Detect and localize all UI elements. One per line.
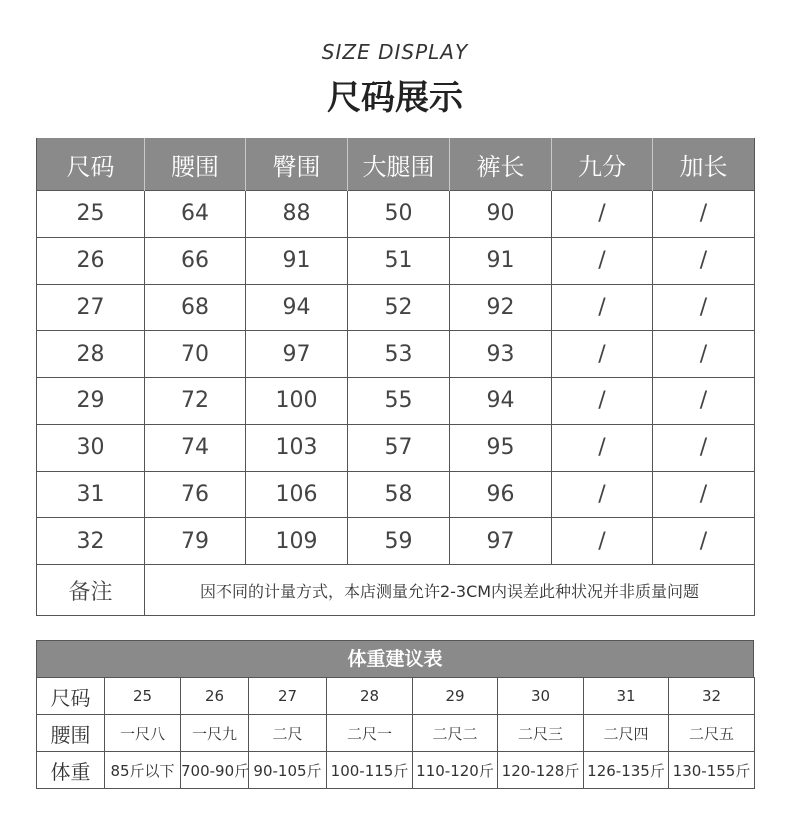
table-cell: / — [552, 237, 653, 284]
note-text: 因不同的计量方式，本店测量允许2-3CM内误差此种状况并非质量问题 — [145, 565, 755, 616]
table-cell: / — [653, 284, 755, 331]
table-cell: / — [653, 237, 755, 284]
table-row — [37, 284, 755, 331]
weight-table-title: 体重建议表 — [36, 640, 754, 677]
table-row — [37, 518, 755, 565]
table-cell: 92 — [450, 284, 552, 331]
weight-cell: 100-115斤 — [327, 752, 413, 789]
table-cell: 31 — [37, 471, 145, 518]
table-cell: 53 — [348, 331, 450, 378]
table-cell: 57 — [348, 424, 450, 471]
note-row — [37, 565, 755, 616]
table-cell: / — [552, 424, 653, 471]
weight-cell: 二尺三 — [498, 715, 584, 752]
table-cell: / — [653, 471, 755, 518]
table-cell: / — [653, 191, 755, 238]
table-cell: 68 — [145, 284, 246, 331]
table-cell: 66 — [145, 237, 246, 284]
weight-cell: 二尺四 — [584, 715, 669, 752]
size-table-body — [37, 191, 755, 565]
weight-table — [36, 677, 755, 789]
size-table-header — [37, 138, 755, 191]
weight-cell: 85斤以下 — [105, 752, 181, 789]
table-cell: 70 — [145, 331, 246, 378]
table-cell: 72 — [145, 378, 246, 425]
weight-cell: 二尺 — [249, 715, 327, 752]
weight-cell: 二尺五 — [669, 715, 755, 752]
table-cell: / — [552, 284, 653, 331]
weight-cell: 26 — [181, 678, 249, 715]
header-cell: 尺码 — [37, 138, 145, 191]
table-cell: / — [653, 331, 755, 378]
table-cell: 91 — [450, 237, 552, 284]
weight-row — [37, 678, 755, 715]
weight-cell: 28 — [327, 678, 413, 715]
table-cell: 94 — [246, 284, 348, 331]
table-cell: 95 — [450, 424, 552, 471]
weight-cell: 110-120斤 — [413, 752, 498, 789]
header-cell: 腰围 — [145, 138, 246, 191]
table-cell: 97 — [450, 518, 552, 565]
table-cell: 30 — [37, 424, 145, 471]
table-cell: 52 — [348, 284, 450, 331]
table-cell: 97 — [246, 331, 348, 378]
table-row — [37, 471, 755, 518]
table-cell: 91 — [246, 237, 348, 284]
table-cell: 100 — [246, 378, 348, 425]
weight-row-label: 体重 — [37, 752, 105, 789]
weight-cell: 90-105斤 — [249, 752, 327, 789]
title-cn: 尺码展示 — [327, 78, 463, 118]
table-row — [37, 331, 755, 378]
table-cell: / — [552, 191, 653, 238]
weight-cell: 120-128斤 — [498, 752, 584, 789]
table-cell: / — [552, 518, 653, 565]
table-row — [37, 378, 755, 425]
weight-cell: 29 — [413, 678, 498, 715]
weight-row-label: 腰围 — [37, 715, 105, 752]
table-cell: 74 — [145, 424, 246, 471]
table-cell: 51 — [348, 237, 450, 284]
weight-cell: 27 — [249, 678, 327, 715]
table-cell: 79 — [145, 518, 246, 565]
header-cell: 加长 — [653, 138, 755, 191]
weight-cell: 130-155斤 — [669, 752, 755, 789]
table-row — [37, 424, 755, 471]
weight-cell: 一尺八 — [105, 715, 181, 752]
size-table — [36, 138, 755, 616]
weight-cell: 25 — [105, 678, 181, 715]
table-cell: 96 — [450, 471, 552, 518]
table-cell: / — [552, 331, 653, 378]
table-row — [37, 237, 755, 284]
table-cell: / — [552, 471, 653, 518]
table-cell: 103 — [246, 424, 348, 471]
table-cell: 27 — [37, 284, 145, 331]
table-cell: 32 — [37, 518, 145, 565]
header-cell: 臀围 — [246, 138, 348, 191]
table-cell: / — [552, 378, 653, 425]
weight-cell: 30 — [498, 678, 584, 715]
header-cell: 九分 — [552, 138, 653, 191]
table-cell: 28 — [37, 331, 145, 378]
weight-cell: 700-90斤 — [181, 752, 249, 789]
header-cell: 裤长 — [450, 138, 552, 191]
table-cell: 106 — [246, 471, 348, 518]
note-label: 备注 — [37, 565, 145, 616]
weight-table-body — [37, 678, 755, 789]
table-cell: 58 — [348, 471, 450, 518]
weight-row — [37, 715, 755, 752]
table-cell: 26 — [37, 237, 145, 284]
table-cell: 29 — [37, 378, 145, 425]
weight-cell: 32 — [669, 678, 755, 715]
table-cell: / — [653, 424, 755, 471]
weight-table-section — [36, 640, 754, 789]
table-cell: 88 — [246, 191, 348, 238]
weight-row — [37, 752, 755, 789]
table-cell: 93 — [450, 331, 552, 378]
weight-row-label: 尺码 — [37, 678, 105, 715]
table-cell: / — [653, 518, 755, 565]
weight-cell: 126-135斤 — [584, 752, 669, 789]
weight-cell: 二尺一 — [327, 715, 413, 752]
table-cell: 55 — [348, 378, 450, 425]
table-cell: 50 — [348, 191, 450, 238]
table-cell: 76 — [145, 471, 246, 518]
table-cell: 25 — [37, 191, 145, 238]
weight-cell: 一尺九 — [181, 715, 249, 752]
table-cell: 109 — [246, 518, 348, 565]
table-cell: 94 — [450, 378, 552, 425]
weight-cell: 二尺二 — [413, 715, 498, 752]
header-cell: 大腿围 — [348, 138, 450, 191]
table-cell: / — [653, 378, 755, 425]
table-cell: 59 — [348, 518, 450, 565]
table-row — [37, 191, 755, 238]
table-cell: 90 — [450, 191, 552, 238]
table-cell: 64 — [145, 191, 246, 238]
weight-cell: 31 — [584, 678, 669, 715]
title-en: SIZE DISPLAY — [321, 40, 469, 64]
